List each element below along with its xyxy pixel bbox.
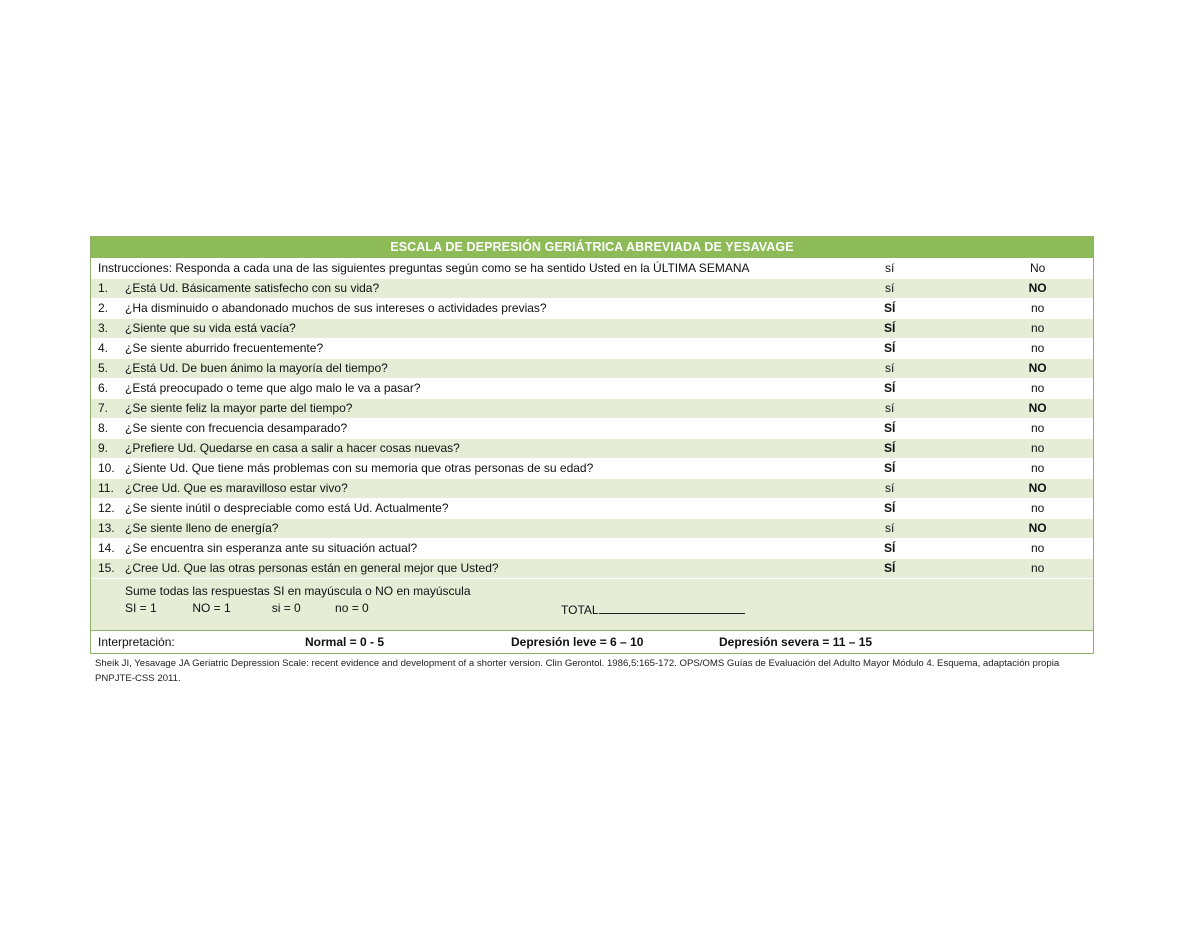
answer-si: sí: [885, 281, 895, 295]
depression-scale-table: [90, 236, 1094, 654]
answer-no: NO: [1028, 281, 1047, 295]
interpretation-row: [91, 630, 1093, 653]
scoring-values: [125, 601, 369, 615]
answer-si: SÍ: [884, 561, 896, 575]
answer-no: no: [1030, 441, 1045, 455]
question-number: 1.: [98, 281, 109, 295]
question-cell: [91, 359, 833, 378]
question-row: [91, 418, 1093, 438]
question-text: ¿Se siente inútil o despreciable como está Ud. Actualmente?: [125, 501, 449, 515]
question-text: ¿Cree Ud. Que las otras personas están en general mejor que Usted?: [125, 561, 499, 575]
answer-si: SÍ: [884, 421, 896, 435]
answer-no: no: [1030, 421, 1045, 435]
question-list: [91, 278, 1093, 578]
question-text: ¿Prefiere Ud. Quedarse en casa a salir a hacer cosas nuevas?: [125, 441, 460, 455]
scoring-instruction: Sume todas las respuestas SI en mayúscula o NO en mayúscula: [125, 584, 471, 598]
question-number: 10.: [98, 461, 115, 475]
si-column-header: sí: [885, 261, 895, 275]
answer-si: SÍ: [884, 441, 896, 455]
question-text: ¿Siente que su vida está vacía?: [125, 321, 296, 335]
question-text: ¿Se siente feliz la mayor parte del tiempo?: [125, 401, 353, 415]
answer-si: SÍ: [884, 381, 896, 395]
answer-no: no: [1030, 541, 1045, 555]
question-text: ¿Está preocupado o teme que algo malo le va a pasar?: [125, 381, 421, 395]
question-cell: [91, 479, 833, 498]
question-cell: [91, 419, 833, 438]
answer-si: sí: [885, 481, 895, 495]
question-row: [91, 498, 1093, 518]
question-row: [91, 438, 1093, 458]
question-text: ¿Está Ud. Básicamente satisfecho con su vida?: [125, 281, 380, 295]
question-cell: [91, 399, 833, 418]
score-no-lower: no = 0: [335, 601, 369, 615]
answer-si: SÍ: [884, 321, 896, 335]
question-number: 2.: [98, 301, 109, 315]
answer-no: NO: [1028, 521, 1047, 535]
question-row: [91, 538, 1093, 558]
question-number: 4.: [98, 341, 109, 355]
question-cell: [91, 459, 833, 478]
question-cell: [91, 499, 833, 518]
answer-si: sí: [885, 401, 895, 415]
question-text: ¿Se siente aburrido frecuentemente?: [125, 341, 324, 355]
answer-si: SÍ: [884, 541, 896, 555]
question-number: 11.: [98, 481, 114, 495]
question-row: [91, 358, 1093, 378]
answer-no: NO: [1028, 361, 1047, 375]
score-no-upper: NO = 1: [192, 601, 231, 615]
interpretation-normal: Normal = 0 - 5: [305, 635, 385, 649]
question-number: 7.: [98, 401, 109, 415]
question-cell: [91, 559, 833, 578]
question-row: [91, 458, 1093, 478]
answer-no: NO: [1028, 401, 1047, 415]
question-cell: [91, 379, 833, 398]
total-label: TOTAL: [561, 603, 599, 617]
answer-si: sí: [885, 361, 895, 375]
question-row: [91, 318, 1093, 338]
question-row: [91, 398, 1093, 418]
question-text: ¿Está Ud. De buen ánimo la mayoría del tiempo?: [125, 361, 388, 375]
question-number: 9.: [98, 441, 109, 455]
question-number: 8.: [98, 421, 109, 435]
question-text: ¿Se encuentra sin esperanza ante su situación actual?: [125, 541, 418, 555]
question-row: [91, 298, 1093, 318]
question-cell: [91, 519, 833, 538]
question-cell: [91, 279, 833, 298]
scale-title: ESCALA DE DEPRESIÓN GERIÁTRICA ABREVIADA DE YESAVAGE: [91, 237, 1093, 258]
reference-citation: Sheik JI, Yesavage JA Geriatric Depression Scale: recent evidence and development of a shorter version. Clin Gerontol. 1986,5:165-172. OPS/OMS Guías de Evaluación del Adulto Mayor Módulo 4. Esquema, adaptación propia PNPJTE-CSS 2011.: [95, 658, 1060, 684]
total-field: [561, 601, 745, 617]
question-number: 3.: [98, 321, 109, 335]
answer-si: sí: [885, 521, 895, 535]
answer-no: no: [1030, 341, 1045, 355]
question-text: ¿Se siente lleno de energía?: [125, 521, 279, 535]
answer-no: no: [1030, 321, 1045, 335]
question-row: [91, 378, 1093, 398]
question-text: ¿Siente Ud. Que tiene más problemas con su memoria que otras personas de su edad?: [125, 461, 594, 475]
instructions-row: [91, 258, 1093, 278]
answer-no: NO: [1028, 481, 1047, 495]
question-cell: [91, 339, 833, 358]
score-si-lower: si = 0: [271, 601, 301, 615]
question-cell: [91, 319, 833, 338]
question-text: ¿Ha disminuido o abandonado muchos de sus intereses o actividades previas?: [125, 301, 547, 315]
total-blank-line: [599, 601, 745, 614]
answer-no: no: [1030, 381, 1045, 395]
question-cell: [91, 299, 833, 318]
question-text: ¿Cree Ud. Que es maravilloso estar vivo?: [125, 481, 348, 495]
score-si-upper: SI = 1: [125, 601, 157, 615]
question-row: [91, 338, 1093, 358]
answer-si: SÍ: [884, 461, 896, 475]
question-row: [91, 558, 1093, 578]
question-number: 13.: [98, 521, 115, 535]
question-number: 6.: [98, 381, 109, 395]
answer-si: SÍ: [884, 501, 896, 515]
question-row: [91, 518, 1093, 538]
question-cell: [91, 439, 833, 458]
question-number: 14.: [98, 541, 115, 555]
answer-no: no: [1030, 461, 1045, 475]
answer-no: no: [1030, 501, 1045, 515]
interpretation-mild: Depresión leve = 6 – 10: [511, 635, 644, 649]
question-number: 15.: [98, 561, 115, 575]
question-text: ¿Se siente con frecuencia desamparado?: [125, 421, 348, 435]
interpretation-label: Interpretación:: [98, 635, 175, 649]
question-cell: [91, 539, 833, 558]
interpretation-severe: Depresión severa = 11 – 15: [719, 635, 873, 649]
answer-si: SÍ: [884, 341, 896, 355]
answer-no: no: [1030, 301, 1045, 315]
instructions-text: Instrucciones: Responda a cada una de las siguientes preguntas según como se ha sentido Usted en la ÚLTIMA SEMANA: [98, 261, 750, 275]
question-row: [91, 278, 1093, 298]
no-column-header: No: [1029, 261, 1046, 275]
answer-no: no: [1030, 561, 1045, 575]
scoring-block: [91, 578, 1093, 630]
question-number: 12.: [98, 501, 115, 515]
question-row: [91, 478, 1093, 498]
answer-si: SÍ: [884, 301, 896, 315]
question-number: 5.: [98, 361, 109, 375]
